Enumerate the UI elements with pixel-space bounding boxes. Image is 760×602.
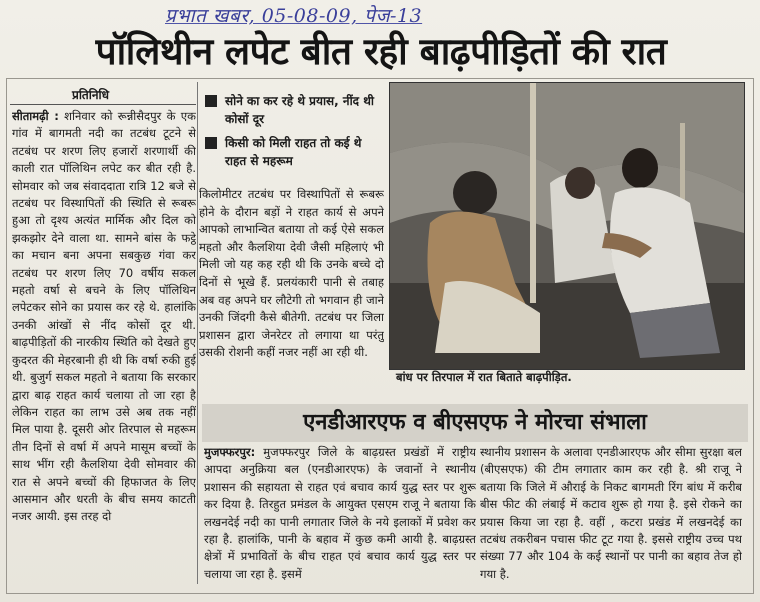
article-body-left: शनिवार को रून्नीसैदपुर के एक गांव में बागमती नदी का तटबंध टूटने से तटबंध पर शरण लिए हजारों शरणार्थी की काली रात पॉलिथिन लपेट कर बीत रही है. सोमवार को जब संवाददाता रात्रि 12 बजे से तटबंध पर विस्थापितों की स्थिति से रूबरू हुआ तो दृश्य अत्यंत मार्मिक और दिल को झकझोर देने वाला था. सामने बांस के फट्ठे का मचान बना अपना सबकुछ गंवा कर तटबंध पर शरण लिए 70 वर्षीय सकल महतो वर्षा से बचने के लिए पॉलिथिन लपेटकर सोने का प्रयास कर रहे थे. हालांकि उनकी आंखों से नींद कोसों दूर थी. बाढ़पीड़ितों की नारकीय स्थिति को देखते हुए कुदरत की मेहरबानी ही थी कि वर्षा रुकी हुई थी. बुजुर्ग सकल महतो ने बताया कि सरकार द्वारा बाढ़ राहत कार्य चलाया तो जा रहा है लेकिन राहत का लाभ उसे अब तक नहीं मिल पाया है. दूसरी ओर तिरपाल से महरूम तीन दिनों से वर्षा में अपने मासूम बच्चों के साथ भींग रही कैलशिया देवी सोमवार की रात से अपने बच्चों की हिफाजत के लिए आसमान और धरती के बीच समय काटती नजर आयी. इस तरह दो [12, 109, 196, 524]
handwritten-note: प्रभात खबर, 05-08-09, पेज-13 [165, 5, 423, 27]
highlight-text: किसी को मिली राहत तो कई थे राहत से महरूम [225, 136, 362, 168]
byline: प्रतिनिधि [72, 88, 110, 102]
article-column-middle [199, 186, 384, 398]
sub-article-column-2 [480, 444, 742, 590]
flood-victims-photo [390, 83, 744, 369]
sub-article-body-2: स्थानीय प्रशासन के अलावा एनडीआरएफ और सीमा सुरक्षा बल (बीएसएफ) की टीम लगातार काम कर रही है. श्री राजू ने बताया कि जिले में औराई के निकट बागमती रिंग बांध में करीब बीस फीट की लंबाई में कटाव शुरू हो गया है. इसे रोकने का प्रयास किया जा रहा है. वहीं , कटरा प्रखंड में लखनदेई का तटबंध तकरीबन पचास फीट टूट गया है. इससे राष्ट्रीय उच्च पथ संख्या 77 और 104 के कई स्थानों पर पानी का बहाव तेज हो गया है. [480, 445, 742, 581]
article-body-middle: किलोमीटर तटबंध पर विस्थापितों से रूबरू होने के दौरान बड़ों ने राहत कार्य से अपने आपको लाभान्वित बताया तो कई ऐसे सकल महतो और कैलशिया देवी जैसी महिलाएं भी मिली जो यह कह रही थी कि उनके बच्चे दो दिनों से भूखे हैं. प्रलयंकारी पानी से तबाह अब वह अपने घर लौटेगी तो भगवान ही जाने उनकी जिंदगी कैसे बीतेगी. तटबंध पर जिला प्रशासन द्वारा जेनरेटर तो लगाया था परंतु उसकी रोशनी कहीं नजर नहीं आ रही थी. [199, 187, 384, 360]
article-column-left [12, 108, 196, 588]
dateline: सीतामढ़ी : [12, 109, 59, 123]
sub-article-headline: एनडीआरएफ व बीएसएफ ने मोरचा संभाला [202, 404, 748, 442]
sub-article-column-1 [204, 444, 476, 590]
byline-rule [10, 104, 196, 105]
sub-article-body-1: मुजफ्फरपुर जिले के बाढ़ग्रस्त प्रखंडों में राष्ट्रीय आपदा अनुक्रिया बल (एनडीआरएफ) के जवानों ने स्थानीय प्रशासन की सहायता से राहत एवं बचाव कार्य युद्ध स्तर पर शुरू कर दिया है. तिरहुत प्रमंडल के आयुक्त एसएम राजू ने बताया कि लखनदेई नदी का पानी लगातार जिले के नये इलाकों में प्रवेश कर रहा है. हालांकि, पानी के बहाव में कुछ कमी आयी है. बाढ़ग्रस्त क्षेत्रों में प्रभावितों के बीच राहत एवं बचाव कार्य युद्ध स्तर पर चलाया जा रहा है. इसमें [204, 445, 476, 581]
column-divider [197, 82, 198, 584]
highlight-item [205, 92, 385, 128]
square-bullet-icon [205, 95, 217, 107]
highlight-item [205, 134, 385, 170]
highlights-box [205, 92, 385, 184]
highlight-text: सोने का कर रहे थे प्रयास, नींद थी कोसों दूर [225, 94, 375, 126]
sub-dateline: मुजफ्फरपुर: [204, 445, 256, 459]
main-headline: पॉलिथीन लपेट बीत रही बाढ़पीड़ितों की रात [95, 30, 667, 73]
square-bullet-icon [205, 137, 217, 149]
photo-caption: बांध पर तिरपाल में रात बिताते बाढ़पीड़ित. [396, 370, 572, 384]
news-photo [389, 82, 745, 370]
